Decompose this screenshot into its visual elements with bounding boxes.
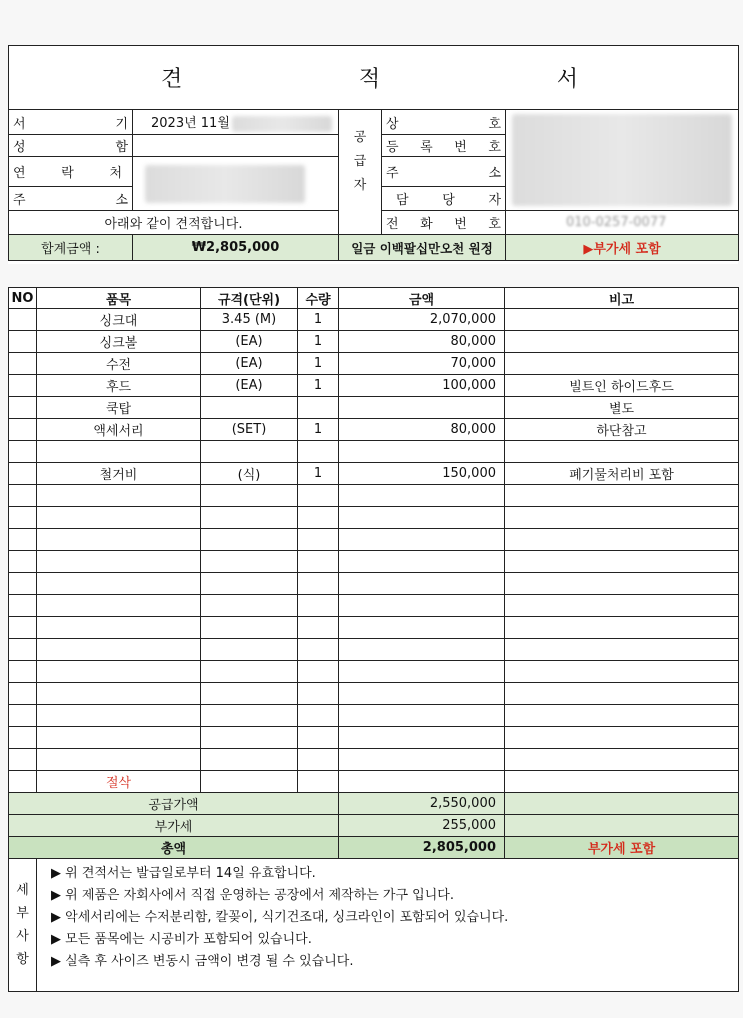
summary-supply-value: 2,550,000: [339, 793, 505, 815]
row-qty: [298, 397, 339, 419]
row-note: 하단참고: [505, 419, 739, 441]
row-qty: 1: [298, 375, 339, 397]
label-company: 상 호: [382, 110, 506, 135]
row-spec: (EA): [201, 375, 298, 397]
details-content: [37, 859, 739, 992]
row-item: [37, 639, 201, 661]
row-spec: [201, 485, 298, 507]
row-amount: [339, 595, 505, 617]
row-item: 액세서리: [37, 419, 201, 441]
contact-address-redacted: [133, 157, 339, 211]
table-row: [9, 595, 739, 617]
row-qty: [298, 441, 339, 463]
row-spec: [201, 529, 298, 551]
col-header-spec: 규격(단위): [201, 288, 298, 309]
row-no: [9, 639, 37, 661]
row-amount: [339, 683, 505, 705]
label-manager: 담 당 자: [382, 187, 506, 211]
row-note: [505, 705, 739, 727]
row-item: 후드: [37, 375, 201, 397]
summary-total-label: 총액: [9, 837, 339, 859]
row-item: [37, 573, 201, 595]
detail-line: ▶ 모든 품목에는 시공비가 포함되어 있습니다.: [51, 932, 312, 947]
row-amount: [339, 661, 505, 683]
row-note: [505, 529, 739, 551]
table-row: [9, 749, 739, 771]
row-spec: [201, 441, 298, 463]
row-amount: [339, 573, 505, 595]
row-note: [505, 639, 739, 661]
table-row: [9, 463, 739, 485]
row-note: [505, 727, 739, 749]
summary-vat-value: 255,000: [339, 815, 505, 837]
table-row: [9, 617, 739, 639]
row-no: [9, 397, 37, 419]
row-no: [9, 529, 37, 551]
row-item: [37, 441, 201, 463]
title-char: 견: [161, 67, 183, 92]
title-char: 서: [556, 67, 578, 92]
row-spec: [201, 397, 298, 419]
items-section: [8, 287, 738, 992]
row-no: [9, 419, 37, 441]
row-item: [37, 683, 201, 705]
row-qty: 1: [298, 331, 339, 353]
table-row: [9, 661, 739, 683]
label-contact: 연 락 처: [9, 157, 133, 187]
row-note: [505, 771, 739, 793]
row-spec: [201, 617, 298, 639]
label-registration: 등 록 번 호: [382, 135, 506, 157]
table-row: [9, 309, 739, 331]
table-row: [9, 529, 739, 551]
row-amount: [339, 441, 505, 463]
table-row: [9, 375, 739, 397]
title-char: 적: [358, 67, 381, 92]
summary-total-value: 2,805,000: [339, 837, 505, 859]
summary-vat-label: 부가세: [9, 815, 339, 837]
row-qty: [298, 749, 339, 771]
row-qty: [298, 617, 339, 639]
row-note: [505, 683, 739, 705]
row-item: [37, 749, 201, 771]
row-qty: 1: [298, 463, 339, 485]
name-value: [133, 135, 339, 157]
row-spec: (EA): [201, 331, 298, 353]
row-no: [9, 617, 37, 639]
table-row: [9, 639, 739, 661]
total-label: 합계금액 :: [9, 235, 133, 261]
quote-header-table: [8, 45, 739, 261]
row-amount: [339, 529, 505, 551]
row-spec: [201, 551, 298, 573]
row-amount: [339, 617, 505, 639]
row-no: [9, 771, 37, 793]
row-no: [9, 661, 37, 683]
row-item: [37, 617, 201, 639]
row-item: 싱크대: [37, 309, 201, 331]
row-amount: [339, 639, 505, 661]
table-row: [9, 353, 739, 375]
row-spec: (식): [201, 463, 298, 485]
row-amount: 150,000: [339, 463, 505, 485]
table-row: [9, 485, 739, 507]
col-header-note: 비고: [505, 288, 739, 309]
row-no: [9, 441, 37, 463]
row-qty: [298, 683, 339, 705]
row-item: [37, 661, 201, 683]
summary-supply-label: 공급가액: [9, 793, 339, 815]
row-qty: [298, 573, 339, 595]
row-amount: 2,070,000: [339, 309, 505, 331]
row-spec: [201, 771, 298, 793]
row-amount: 80,000: [339, 419, 505, 441]
row-qty: [298, 771, 339, 793]
row-qty: [298, 507, 339, 529]
row-note: 별도: [505, 397, 739, 419]
row-qty: [298, 705, 339, 727]
summary-total-note: 부가세 포함: [505, 837, 739, 859]
row-spec: [201, 661, 298, 683]
row-note: [505, 551, 739, 573]
row-spec: [201, 705, 298, 727]
row-spec: [201, 639, 298, 661]
row-item: [37, 485, 201, 507]
row-note: [505, 617, 739, 639]
details-label: 세 부 사 항: [9, 859, 37, 992]
row-qty: [298, 551, 339, 573]
row-qty: [298, 529, 339, 551]
supplier-info-redacted: [506, 110, 739, 211]
table-row: [9, 771, 739, 793]
col-header-no: NO: [9, 288, 37, 309]
row-note: [505, 595, 739, 617]
row-item: [37, 551, 201, 573]
vat-note: ▶부가세 포함: [506, 235, 739, 261]
table-row: [9, 507, 739, 529]
label-address: 주 소: [382, 157, 506, 187]
detail-line: ▶ 악세서리에는 수저분리함, 칼꽂이, 식기건조대, 싱크라인이 포함되어 있습니다.: [51, 910, 509, 925]
table-row: [9, 419, 739, 441]
row-item: [37, 507, 201, 529]
row-qty: [298, 727, 339, 749]
row-amount: [339, 397, 505, 419]
row-no: [9, 551, 37, 573]
row-item: 수전: [37, 353, 201, 375]
row-note: [505, 749, 739, 771]
row-no: [9, 595, 37, 617]
row-qty: [298, 485, 339, 507]
row-item: [37, 595, 201, 617]
row-spec: [201, 573, 298, 595]
col-header-qty: 수량: [298, 288, 339, 309]
row-no: [9, 375, 37, 397]
phone-value: 010-0257-0077: [506, 211, 739, 235]
row-no: [9, 705, 37, 727]
supplier-label: 공 급 자: [339, 110, 382, 235]
row-no: [9, 507, 37, 529]
row-amount: 80,000: [339, 331, 505, 353]
row-note: [505, 485, 739, 507]
row-amount: 70,000: [339, 353, 505, 375]
row-amount: [339, 507, 505, 529]
row-no: [9, 727, 37, 749]
row-no: [9, 463, 37, 485]
col-header-item: 품목: [37, 288, 201, 309]
row-qty: [298, 639, 339, 661]
row-note: [505, 353, 739, 375]
row-note: [505, 507, 739, 529]
row-amount: [339, 705, 505, 727]
row-no: [9, 309, 37, 331]
row-item: 절삭: [37, 771, 201, 793]
row-amount: 100,000: [339, 375, 505, 397]
row-spec: 3.45 (M): [201, 309, 298, 331]
row-spec: [201, 683, 298, 705]
row-note: [505, 309, 739, 331]
row-spec: (EA): [201, 353, 298, 375]
row-no: [9, 331, 37, 353]
row-amount: [339, 485, 505, 507]
quote-header-section: [8, 45, 738, 264]
label-date: 서 기: [9, 110, 133, 135]
row-no: [9, 683, 37, 705]
row-no: [9, 485, 37, 507]
row-item: [37, 705, 201, 727]
items-table: [8, 287, 739, 992]
row-item: [37, 727, 201, 749]
row-no: [9, 573, 37, 595]
row-qty: 1: [298, 353, 339, 375]
col-header-amount: 금액: [339, 288, 505, 309]
row-spec: [201, 595, 298, 617]
label-phone: 전 화 번 호: [382, 211, 506, 235]
row-spec: [201, 507, 298, 529]
quote-note: 아래와 같이 견적합니다.: [9, 211, 339, 235]
table-row: [9, 441, 739, 463]
row-qty: [298, 595, 339, 617]
total-in-words: 일금 이백팔십만오천 원정: [339, 235, 506, 261]
row-qty: [298, 661, 339, 683]
table-row: [9, 551, 739, 573]
table-row: [9, 705, 739, 727]
row-note: [505, 573, 739, 595]
row-spec: [201, 749, 298, 771]
row-item: 철거비: [37, 463, 201, 485]
row-spec: [201, 727, 298, 749]
label-address-left: 주 소: [9, 187, 133, 211]
row-note: [505, 441, 739, 463]
summary-supply-note: [505, 793, 739, 815]
table-row: [9, 683, 739, 705]
detail-line: ▶ 실측 후 사이즈 변동시 금액이 변경 될 수 있습니다.: [51, 954, 354, 969]
row-no: [9, 749, 37, 771]
document-title: [9, 46, 739, 110]
row-amount: [339, 551, 505, 573]
total-value: ₩2,805,000: [133, 235, 339, 261]
detail-line: ▶ 위 견적서는 발급일로부터 14일 유효합니다.: [51, 866, 316, 881]
row-amount: [339, 727, 505, 749]
row-note: 폐기물처리비 포함: [505, 463, 739, 485]
detail-line: ▶ 위 제품은 자회사에서 직접 운영하는 공장에서 제작하는 가구 입니다.: [51, 888, 454, 903]
table-row: [9, 727, 739, 749]
table-row: [9, 397, 739, 419]
row-note: 빌트인 하이드후드: [505, 375, 739, 397]
row-item: 쿡탑: [37, 397, 201, 419]
row-amount: [339, 771, 505, 793]
row-no: [9, 353, 37, 375]
row-qty: 1: [298, 309, 339, 331]
label-name: 성 함: [9, 135, 133, 157]
row-amount: [339, 749, 505, 771]
row-note: [505, 331, 739, 353]
row-item: 싱크볼: [37, 331, 201, 353]
row-spec: (SET): [201, 419, 298, 441]
row-item: [37, 529, 201, 551]
table-row: [9, 573, 739, 595]
date-value: 2023년 11월: [133, 110, 339, 135]
summary-vat-note: [505, 815, 739, 837]
row-qty: 1: [298, 419, 339, 441]
row-note: [505, 661, 739, 683]
table-row: [9, 331, 739, 353]
